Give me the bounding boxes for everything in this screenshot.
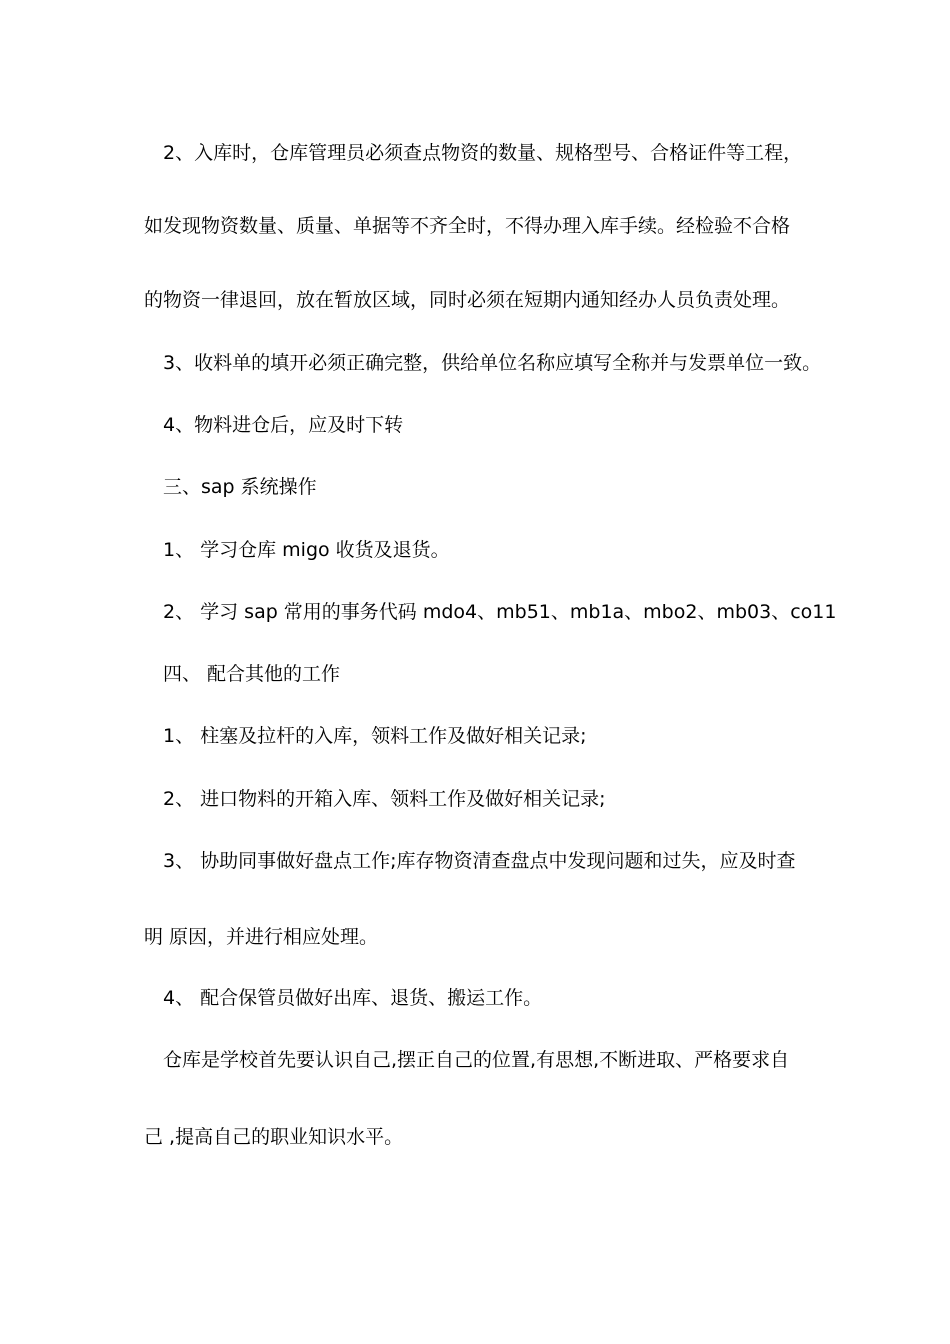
list-item-other-2: 2、 进口物料的开箱入库、领料工作及做好相关记录; — [163, 788, 606, 810]
paragraph-line-1: 2、入库时，仓库管理员必须查点物资的数量、规格型号、合格证件等工程， — [163, 142, 803, 164]
paragraph-line-5: 4、物料进仓后，应及时下转 — [163, 414, 404, 436]
closing-paragraph-line-2: 己 ,提高自己的职业知识水平。 — [144, 1126, 404, 1148]
paragraph-line-2: 如发现物资数量、质量、单据等不齐全时，不得办理入库手续。经检验不合格 — [144, 215, 791, 237]
list-item-other-3-cont: 明 原因，并进行相应处理。 — [144, 926, 379, 948]
closing-paragraph-line-1: 仓库是学校首先要认识自己,摆正自己的位置,有思想,不断进取、严格要求自 — [163, 1049, 790, 1071]
list-item-other-3: 3、 协助同事做好盘点工作;库存物资清查盘点中发现问题和过失，应及时查 — [163, 850, 796, 872]
list-item-other-1: 1、 柱塞及拉杆的入库，领料工作及做好相关记录; — [163, 725, 587, 747]
list-item-sap-2: 2、 学习 sap 常用的事务代码 mdo4、mb51、mb1a、mbo2、mb03、co11 — [163, 601, 837, 623]
section-heading-sap: 三、sap 系统操作 — [163, 476, 317, 498]
list-item-sap-1: 1、 学习仓库 migo 收货及退货。 — [163, 539, 450, 561]
list-item-other-4: 4、 配合保管员做好出库、退货、搬运工作。 — [163, 987, 543, 1009]
section-heading-other-work: 四、 配合其他的工作 — [163, 663, 341, 685]
paragraph-line-4: 3、收料单的填开必须正确完整，供给单位名称应填写全称并与发票单位一致。 — [163, 352, 822, 374]
paragraph-line-3: 的物资一律退回，放在暂放区域，同时必须在短期内通知经办人员负责处理。 — [144, 289, 791, 311]
